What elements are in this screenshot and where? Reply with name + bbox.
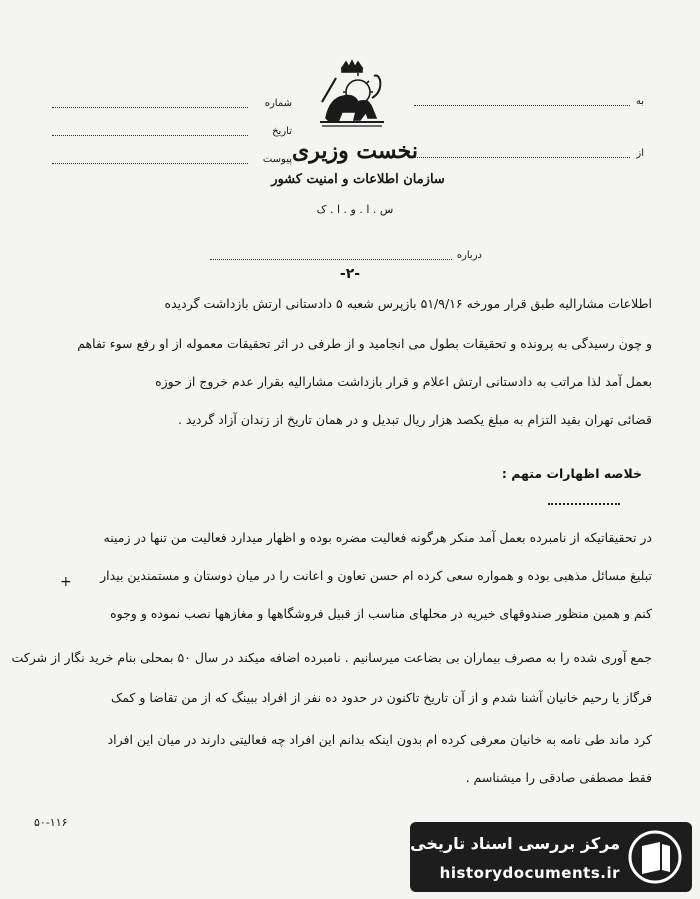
logo-url: historydocuments.ir — [439, 864, 620, 882]
date-field — [52, 126, 292, 142]
from-field — [414, 148, 644, 164]
organization-title: نخست وزیری — [292, 138, 418, 164]
to-field — [414, 96, 644, 112]
section-heading: خلاصه اظهارات متهم : — [501, 466, 642, 481]
paragraph1-line: اطلاعات مشارالیه طبق قرار مورخه ۵۱/۹/۱۶ بازپرس شعبه ۵ دادستانی ارتش بازداشت گردیده — [164, 296, 652, 311]
archive-book-icon — [628, 830, 682, 884]
paragraph2-line: تبلیغ مسائل مذهبی بوده و همواره سعی کرده ام حسن تعاون و اعانت را در میان دوستان و مستمندین بیدار — [100, 568, 652, 583]
paragraph2-line: فرگاز یا رحیم خانیان آشنا شدم و از آن تاریخ تاکنون در حدود ده نفر از افراد ببینگ که از من تقاضا و کمک — [111, 690, 652, 705]
attachment-dotted-line — [52, 163, 248, 164]
watermark-logo — [410, 822, 692, 892]
paragraph2-line: فقط مصطفی صادقی را میشناسم . — [465, 770, 652, 785]
paragraph2-line: در تحقیقاتیکه از نامبرده بعمل آمد منکر هرگونه فعالیت مضره بوده و اظهار میدارد فعالیت من تنها در زمینه — [103, 530, 652, 545]
to-dotted-line — [414, 105, 630, 106]
number-dotted-line — [52, 107, 248, 108]
page-number: -۲- — [339, 266, 361, 282]
attachment-field — [52, 154, 292, 170]
lion-and-sun-emblem — [312, 58, 392, 134]
from-label: از — [636, 148, 644, 159]
logo-title: مرکز بررسی اسناد تاریخی — [410, 834, 620, 853]
number-field — [52, 98, 292, 114]
paragraph2-line: کنم و همین منظور صندوقهای خیریه در محلهای مناسب از قبیل فروشگاهها و مغازهها نصب نموده و وجوه — [110, 606, 652, 621]
paragraph2-line: جمع آوری شده را به مصرف بیماران بی بضاعت میرسانیم . نامبرده اضافه میکند در سال ۵۰ بمحلی بنام خرید نگار از شرکت — [11, 650, 652, 665]
subject-label: درباره — [456, 250, 482, 261]
heading-underline — [548, 503, 620, 505]
reference-code: س . ا . و . ا . ک — [316, 203, 394, 216]
paragraph1-line: و چون رسیدگی به پرونده و تحقیقات بطول می انجامید و از طرفی در اثر تحقیقات معموله از او رفع سوء تفاهم — [77, 336, 652, 351]
margin-mark: + — [60, 574, 72, 590]
to-label: به — [635, 96, 644, 107]
attachment-label: پیوست — [262, 154, 292, 165]
subject-field — [210, 250, 482, 266]
paragraph1-line: بعمل آمد لذا مراتب به دادستانی ارتش اعلام و قرار بازداشت مشارالیه بقرار عدم خروج از حوزه — [155, 374, 652, 389]
paragraph1-line: قضائی تهران بقید التزام به مبلغ یکصد هزار ریال تبدیل و در همان تاریخ از زندان آزاد گردید . — [177, 412, 652, 427]
from-dotted-line — [414, 157, 630, 158]
date-label: تاریخ — [272, 126, 292, 137]
subject-dotted-line — [210, 259, 452, 260]
organization-subtitle: سازمان اطلاعات و امنیت کشور — [271, 172, 445, 187]
document-number: ۵۰-۱۱۶ — [34, 816, 68, 829]
number-label: شماره — [264, 98, 292, 109]
paragraph2-line: کرد ماند طی نامه به خانیان معرفی کرده ام بدون اینکه بدانم این افراد چه فعالیتی دارند در میان این افراد — [107, 732, 652, 747]
date-dotted-line — [52, 135, 248, 136]
